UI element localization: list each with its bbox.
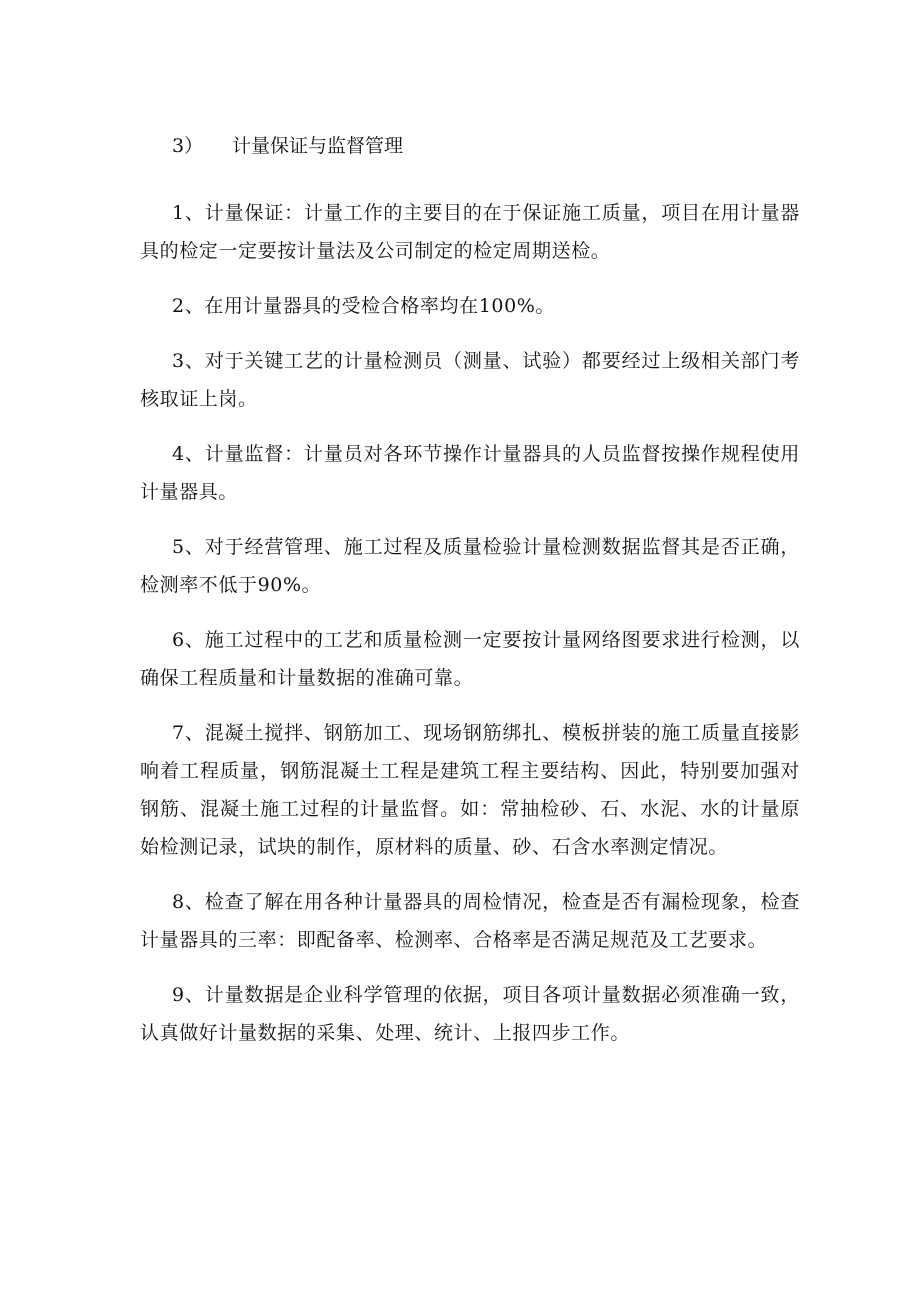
paragraph-7: 7、混凝土搅拌、钢筋加工、现场钢筋绑扎、模板拼装的施工质量直接影响着工程质量，钢筋混凝土工程是建筑工程主要结构、因此，特别要加强对钢筋、混凝土施工过程的计量监督。如：常抽检砂、石、水泥、水的计量原始检测记录，试块的制作，原材料的质量、砂、石含水率测定情况。 bbox=[140, 722, 800, 858]
paragraph-9: 9、计量数据是企业科学管理的依据，项目各项计量数据必须准确一致，认真做好计量数据的采集、处理、统计、上报四步工作。 bbox=[140, 984, 800, 1044]
section-heading bbox=[172, 132, 403, 160]
paragraph-8: 8、检查了解在用各种计量器具的周检情况，检查是否有漏检现象，检查计量器具的三率：即配备率、检测率、合格率是否满足规范及工艺要求。 bbox=[140, 891, 800, 951]
paragraph-2: 2、在用计量器具的受检合格率均在100%。 bbox=[172, 295, 556, 317]
paragraph-1: 1、计量保证：计量工作的主要目的在于保证施工质量，项目在用计量器具的检定一定要按计量法及公司制定的检定周期送检。 bbox=[140, 202, 800, 262]
paragraph-4: 4、计量监督：计量员对各环节操作计量器具的人员监督按操作规程使用计量器具。 bbox=[140, 443, 800, 503]
section-number: 3） bbox=[172, 135, 204, 157]
section-title: 计量保证与监督管理 bbox=[232, 135, 404, 157]
paragraph-5: 5、对于经营管理、施工过程及质量检验计量检测数据监督其是否正确，检测率不低于90%。 bbox=[140, 536, 800, 596]
section-body bbox=[140, 194, 800, 1069]
paragraph-6: 6、施工过程中的工艺和质量检测一定要按计量网络图要求进行检测，以确保工程质量和计量数据的准确可靠。 bbox=[140, 629, 800, 689]
paragraph-3: 3、对于关键工艺的计量检测员（测量、试验）都要经过上级相关部门考核取证上岗。 bbox=[140, 350, 800, 410]
